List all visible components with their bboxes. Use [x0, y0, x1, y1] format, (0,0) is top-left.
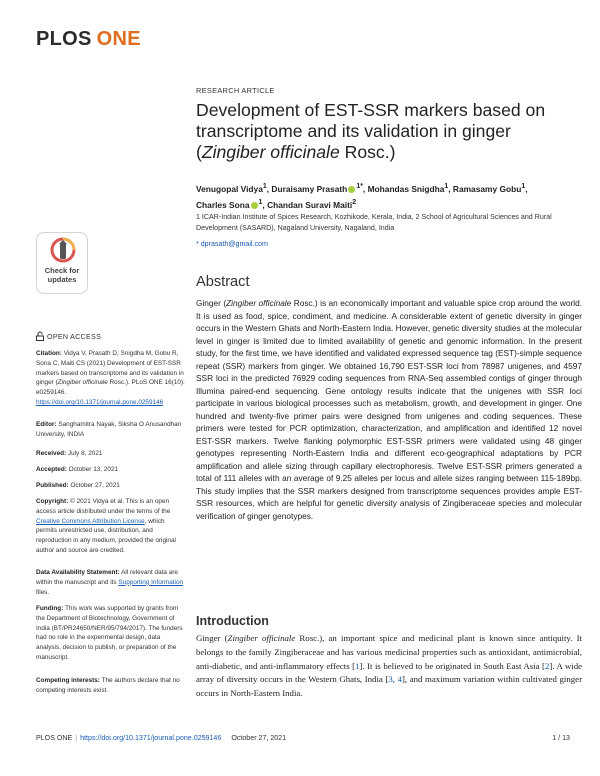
- badge-label: Check for updates: [44, 266, 80, 284]
- title-line-2: transcriptome and its validation in ginger: [196, 121, 511, 141]
- reference-link[interactable]: 3: [388, 674, 393, 685]
- article-title: [196, 100, 576, 163]
- footer-date: October 27, 2021: [231, 734, 287, 742]
- logo-plos: PLOS: [36, 28, 92, 50]
- editor-block: Editor: Sanghamitra Nayak, Siksha O Anusandhan University, INDIA: [36, 421, 182, 438]
- title-species: Zingiber officinale: [201, 142, 340, 162]
- check-for-updates-badge[interactable]: [36, 232, 88, 294]
- page-footer: PLOS ONE | https://doi.org/10.1371/journal.pone.0259146 October 27, 2021: [36, 734, 287, 742]
- supporting-information-link[interactable]: Supporting Information: [118, 578, 184, 586]
- affiliations: 1 ICAR-Indian Institute of Spices Research, Kozhikode, Kerala, India, 2 School of Agricultural Sciences and Rural Development (SASARD), Nagaland University, Nagaland, India: [196, 213, 552, 232]
- author-name[interactable]: Chandan Suravi Maiti: [267, 199, 353, 210]
- author-name[interactable]: Venugopal Vidya: [196, 183, 263, 194]
- reference-link[interactable]: 1: [355, 660, 360, 671]
- check-for-updates-icon: [50, 237, 76, 265]
- title-line-3: (Zingiber officinale Rosc.): [196, 142, 396, 162]
- abstract-heading: Abstract: [196, 274, 250, 290]
- accepted-date: Accepted: October 13, 2021: [36, 466, 119, 473]
- author-list: Venugopal Vidya$^1$, Duraisamy Prasath $^{1*}$, Mohandas Snigdha$^1$, Ramasamy Gobu$^1$, Charles Sona $^1$, Chandan Suravi Maiti$^2$: [196, 183, 528, 210]
- citation-doi-link[interactable]: https://doi.org/10.1371/journal.pone.0259146: [36, 398, 164, 406]
- introduction-text: Ginger (Zingiber officinale Rosc.), an important spice and medicinal plant is known since antiquity. It belongs to the family Zingiberaceae and has various medicinal properties such as antioxidant, antimicrobial, anti-diabetic, and anti-inflammatory effects [1]. It is believed to be originated in South East Asia [2]. A wide array of diversity occurs in the Western Ghats, India [3, 4], and maximum variation within cultivated ginger occurs in North-Eastern India.: [196, 633, 582, 699]
- orcid-icon[interactable]: [348, 186, 355, 193]
- logo-one: ONE: [96, 28, 141, 50]
- page-number: 1 / 13: [552, 734, 570, 742]
- author-name[interactable]: Duraisamy Prasath: [271, 183, 348, 194]
- published-date: Published: October 27, 2021: [36, 482, 120, 489]
- open-lock-icon: [36, 331, 44, 341]
- data-availability-block: Data Availability Statement: All relevant data are within the manuscript and its Supporting Information files.: [36, 569, 184, 596]
- open-access-label: OPEN ACCESS: [36, 331, 101, 341]
- funding-block: Funding: This work was supported by grants from the Department of Biotechnology, Government of India (BT/PR24650/NER/95/794/2017). The funders had no role in the experimental design, data analysis, decision to publish, or preparation of the manuscript.: [36, 605, 183, 661]
- abstract-text: Ginger (Zingiber officinale Rosc.) is an economically important and valuable spice crop around the world. It is used as food, spice, condiment, and medicine. A considerable extent of genetic diversity in ginger occurs in the Western Ghats and North-Eastern India. However, genetic diversity studies at the molecular level in ginger is limited due to limited availability of genetic and genomic information. In the present study, for the first time, we have identified and validated expressed sequence tag (EST)-simple sequence repeat (SSR) markers from ginger. We obtained 16,790 EST-SSR loci from 78987 unigenes, and 4597 SSR loci in the predicted 76929 coding sequences from RNA-Seq assembled contigs of ginger through Illumina paired-end sequencing. Gene ontology results indicate that the unigenes with SSR loci participate in various biological processes such as metabolism, growth, and development in ginger. One hundred and twenty-five primer pairs were designed from unigenes and coding sequences. These primers were tested for PCR optimization, characterization, and amplification and identified 12 novel EST-SSR markers. Twelve flanking polymorphic EST-SSR primers were validated using 48 ginger genotypes representing North-Eastern India and different eco-geographical adaptations by PCR amplification and allele sizing through capillary electrophoresis. Twelve EST-SSR primers generated a total of 111 alleles with an average of 9.25 alleles per locus and allele sizes ranging between 115-189bp. This study implies that the SSR markers designed from transcriptome sequences provides ample EST-SSR resources, which are helpful for genetic diversity analysis of Zingiberaceae species and molecular verification of ginger genotypes.: [196, 298, 583, 521]
- citation-block: Citation: Vidya V, Prasath D, Snigdha M, Gobu R, Sona C, Maiti CS (2021) Development of EST-SSR markers based on transcriptome and its validation in ginger (Zingiber officinale Rosc.). PLoS ONE 16(10): e0259146. https://doi.org/10.1371/journal.pone.0259146: [36, 350, 185, 406]
- reference-link[interactable]: 4: [397, 674, 402, 685]
- corresponding-email[interactable]: * dprasath@gmail.com: [196, 240, 268, 248]
- copyright-block: Copyright: © 2021 Vidya et al. This is an open access article distributed under the terms of the Creative Commons Attribution License, which permits unrestricted use, distribution, and reproduction in any medium, provided the original author and source are credited.: [36, 498, 176, 554]
- journal-logo: [36, 28, 141, 51]
- reference-link[interactable]: 2: [544, 660, 550, 671]
- license-link[interactable]: Creative Commons Attribution License: [36, 517, 145, 525]
- orcid-icon[interactable]: [251, 202, 258, 209]
- introduction-heading: Introduction: [196, 614, 269, 628]
- author-name[interactable]: Charles Sona: [196, 199, 250, 210]
- footer-doi-link[interactable]: https://doi.org/10.1371/journal.pone.0259146: [80, 734, 222, 742]
- competing-interests-block: Competing interests: The authors declare that no competing interests exist.: [36, 677, 180, 694]
- footer-journal: PLOS ONE: [36, 734, 73, 742]
- received-date: Received: July 8, 2021: [36, 450, 103, 457]
- author-name[interactable]: Mohandas Snigdha: [367, 183, 445, 194]
- title-line-1: Development of EST-SSR markers based on: [196, 100, 546, 120]
- article-type: RESEARCH ARTICLE: [196, 86, 275, 95]
- author-name[interactable]: Ramasamy Gobu: [452, 183, 522, 194]
